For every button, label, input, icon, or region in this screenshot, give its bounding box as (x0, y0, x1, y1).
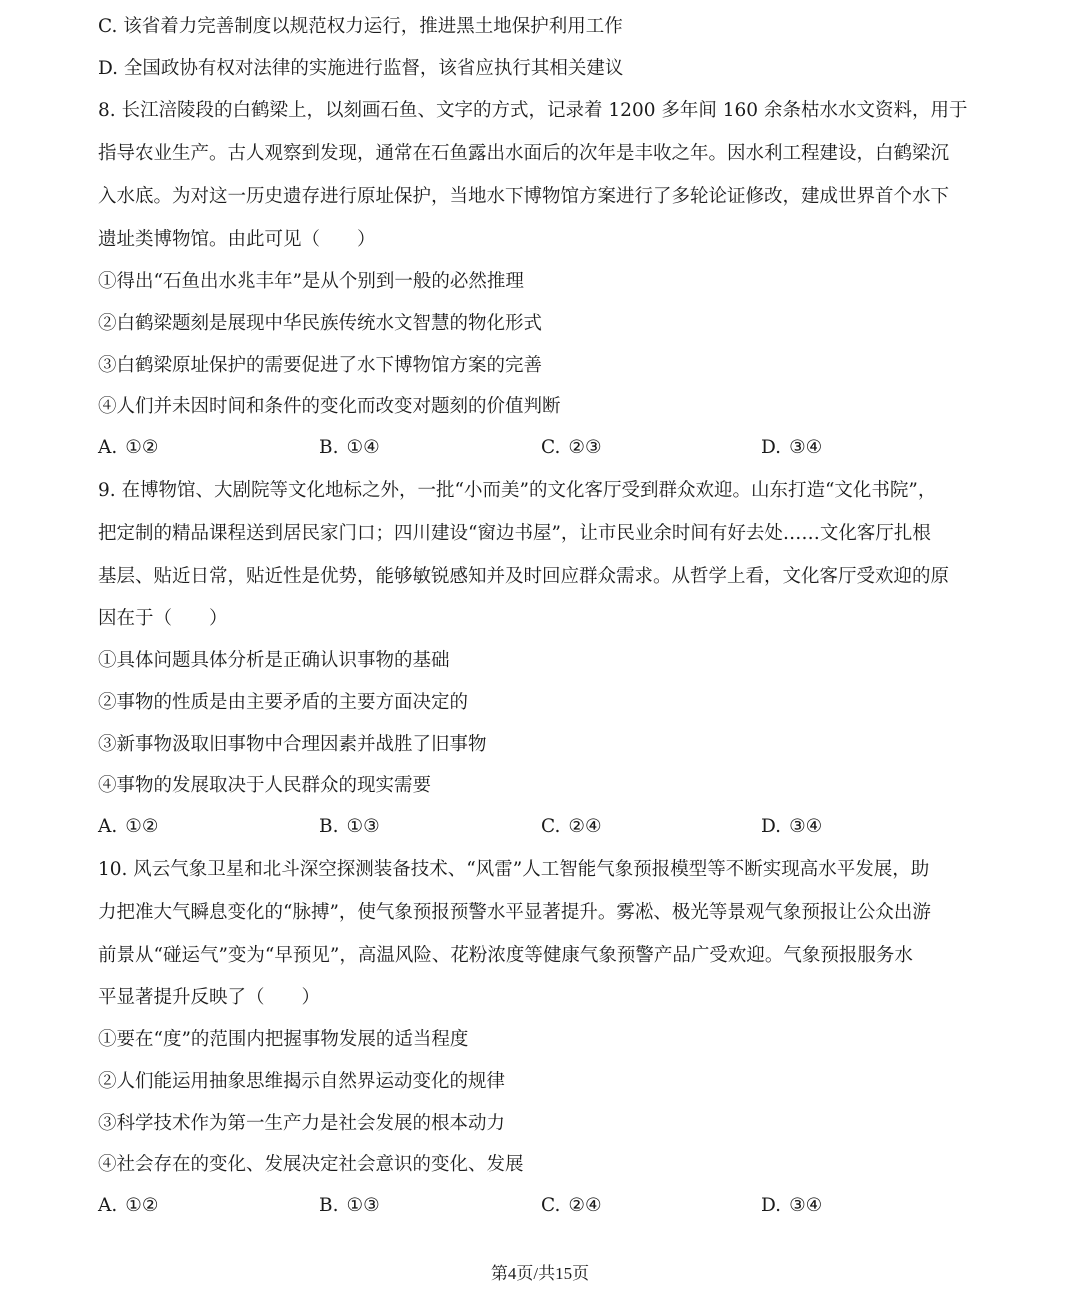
option-letter: B. (319, 437, 339, 458)
option-letter: A. (98, 816, 118, 837)
option-text: ③④ (789, 1195, 823, 1216)
q9-option-c (541, 814, 602, 840)
page-number: 第4页/共15页 (490, 1264, 590, 1283)
q10-option-d (761, 1193, 822, 1219)
q9-option-a (98, 814, 158, 840)
option-letter: D. (761, 437, 782, 458)
q10-stem-line-2: 力把准大气瞬息变化的“脉搏”，使气象预报预警水平显著提升。雾凇、极光等景观气象预报让公众出游 (98, 902, 931, 923)
q8-stem-line-3: 入水底。为对这一历史遗存进行原址保护，当地水下博物馆方案进行了多轮论证修改，建成世界首个水下 (98, 186, 950, 207)
option-text: ①④ (346, 437, 380, 458)
option-letter: C. (541, 816, 561, 837)
q9-statement-4: ④事物的发展取决于人民群众的现实需要 (98, 775, 432, 796)
q9-stem-line-3: 基层、贴近日常，贴近性是优势，能够敏锐感知并及时回应群众需求。从哲学上看，文化客厅受欢迎的原 (98, 566, 950, 587)
q8-option-d (761, 435, 822, 461)
option-text: ①③ (346, 1195, 380, 1216)
option-letter: B. (319, 816, 339, 837)
q10-option-a (98, 1193, 158, 1219)
option-text: ②④ (568, 816, 602, 837)
option-letter: D. (761, 816, 782, 837)
q9-option-b (319, 814, 380, 840)
option-text: ①③ (346, 816, 380, 837)
q9-stem-line-4: 因在于（ ） (98, 608, 228, 629)
q8-stem-line-4: 遗址类博物馆。由此可见（ ） (98, 229, 376, 250)
q9-stem-line-2: 把定制的精品课程送到居民家门口；四川建设“窗边书屋”，让市民业余时间有好去处……文化客厅扎根 (98, 523, 931, 544)
q9-statement-2: ②事物的性质是由主要矛盾的主要方面决定的 (98, 692, 469, 713)
q8-option-c (541, 435, 602, 461)
q10-statement-4: ④社会存在的变化、发展决定社会意识的变化、发展 (98, 1154, 524, 1175)
q8-statement-3: ③白鹤梁原址保护的需要促进了水下博物馆方案的完善 (98, 355, 543, 376)
q8-option-b (319, 435, 380, 461)
option-text: ①② (125, 1195, 159, 1216)
option-text: ③④ (789, 816, 823, 837)
q9-stem-line-1: 9. 在博物馆、大剧院等文化地标之外，一批“小而美”的文化客厅受到群众欢迎。山东打造“文化书院”， (98, 480, 937, 501)
option-letter: D. (761, 1195, 782, 1216)
q8-statement-1: ①得出“石鱼出水兆丰年”是从个别到一般的必然推理 (98, 271, 524, 292)
option-letter: A. (98, 1195, 118, 1216)
q10-stem-line-1: 10. 风云气象卫星和北斗深空探测装备技术、“风雷”人工智能气象预报模型等不断实现高水平发展，助 (98, 859, 930, 880)
option-letter: A. (98, 437, 118, 458)
option-text: ①② (125, 437, 159, 458)
q8-stem-line-1: 8. 长江涪陵段的白鹤梁上，以刻画石鱼、文字的方式，记录着 1200 多年间 160 余条枯水水文资料，用于 (98, 100, 968, 121)
option-letter: C. (541, 1195, 561, 1216)
option-text: ②③ (568, 437, 602, 458)
q8-statement-4: ④人们并未因时间和条件的变化而改变对题刻的价值判断 (98, 396, 561, 417)
option-text: ①② (125, 816, 159, 837)
q10-stem-line-3: 前景从“碰运气”变为“早预见”，高温风险、花粉浓度等健康气象预警产品广受欢迎。气象预报服务水 (98, 945, 913, 966)
q10-statement-1: ①要在“度”的范围内把握事物发展的适当程度 (98, 1029, 469, 1050)
q8-option-a (98, 435, 158, 461)
q8-answer-options (98, 435, 998, 461)
q8-stem-line-2: 指导农业生产。古人观察到发现，通常在石鱼露出水面后的次年是丰收之年。因水利工程建设，白鹤梁沉 (98, 143, 950, 164)
q9-answer-options (98, 814, 998, 840)
q9-statement-1: ①具体问题具体分析是正确认识事物的基础 (98, 650, 450, 671)
q10-answer-options (98, 1193, 998, 1219)
q7-option-d: D. 全国政协有权对法律的实施进行监督，该省应执行其相关建议 (98, 58, 624, 79)
q8-statement-2: ②白鹤梁题刻是展现中华民族传统水文智慧的物化形式 (98, 313, 543, 334)
q10-statement-3: ③科学技术作为第一生产力是社会发展的根本动力 (98, 1113, 506, 1134)
q7-option-c: C. 该省着力完善制度以规范权力运行，推进黑土地保护利用工作 (98, 16, 623, 37)
option-letter: C. (541, 437, 561, 458)
option-letter: B. (319, 1195, 339, 1216)
option-text: ②④ (568, 1195, 602, 1216)
q10-option-b (319, 1193, 380, 1219)
q9-statement-3: ③新事物汲取旧事物中合理因素并战胜了旧事物 (98, 734, 487, 755)
q9-option-d (761, 814, 822, 840)
q10-statement-2: ②人们能运用抽象思维揭示自然界运动变化的规律 (98, 1071, 506, 1092)
q10-option-c (541, 1193, 602, 1219)
option-text: ③④ (789, 437, 823, 458)
q10-stem-line-4: 平显著提升反映了（ ） (98, 987, 321, 1008)
